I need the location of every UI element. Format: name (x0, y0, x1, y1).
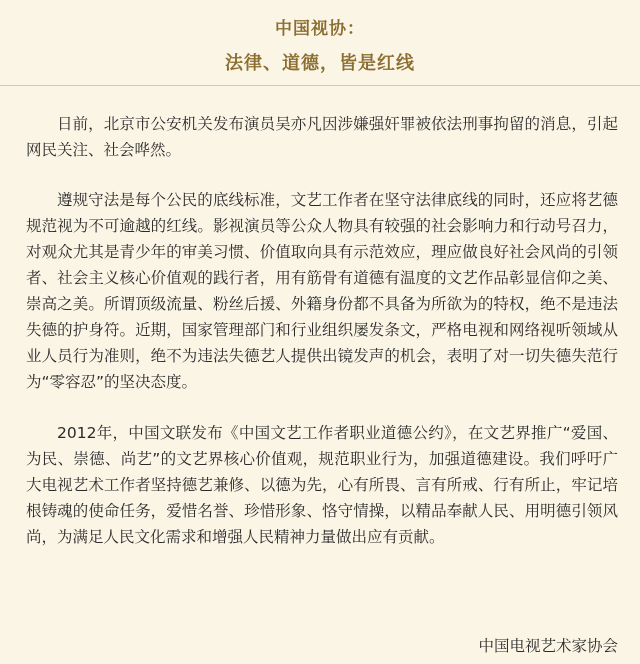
paragraph-appeal: 2012年，中国文联发布《中国文艺工作者职业道德公约》，在文艺界推广“爱国、为民、崇德、尚艺”的文艺界核心价值观，规范职业行为，加强道德建设。我们呼吁广大电视艺术工作者坚持德艺兼修、以德为先，心有所畏、言有所戒、行有所止，牢记培根铸魂的使命任务，爱惜名誉、珍惜形象、恪守情操，以精品奉献人民、用明德引领风尚，为满足人民文化需求和增强人民精神力量做出应有贡献。 (26, 424, 618, 546)
signature-text: 中国电视艺术家协会 (478, 637, 618, 655)
statement-body (0, 86, 640, 550)
paragraph-intro: 日前，北京市公安机关发布演员吴亦凡因涉嫌强奸罪被依法刑事拘留的消息，引起网民关注、社会哗然。 (26, 115, 618, 159)
title-header (0, 0, 640, 86)
page-title-organization: 中国视协： (275, 19, 365, 39)
paragraph-main: 遵规守法是每个公民的底线标准，文艺工作者在坚守法律底线的同时，还应将艺德规范视为不可逾越的红线。影视演员等公众人物具有较强的社会影响力和行动号召力，对观众尤其是青少年的审美习惯、价值取向具有示范效应，理应做良好社会风尚的引领者、社会主义核心价值观的践行者，用有筋骨有道德有温度的文艺作品彰显信仰之美、崇高之美。所谓顶级流量、粉丝后援、外籍身份都不具备为所欲为的特权，绝不是违法失德的护身符。近期，国家管理部门和行业组织屡发条文，严格电视和网络视听领域从业人员行为准则，绝不为违法失德艺人提供出镜发声的机会，表明了对一切失德失范行为“零容忍”的坚决态度。 (26, 191, 618, 391)
page-title-headline: 法律、道德，皆是红线 (225, 53, 415, 74)
